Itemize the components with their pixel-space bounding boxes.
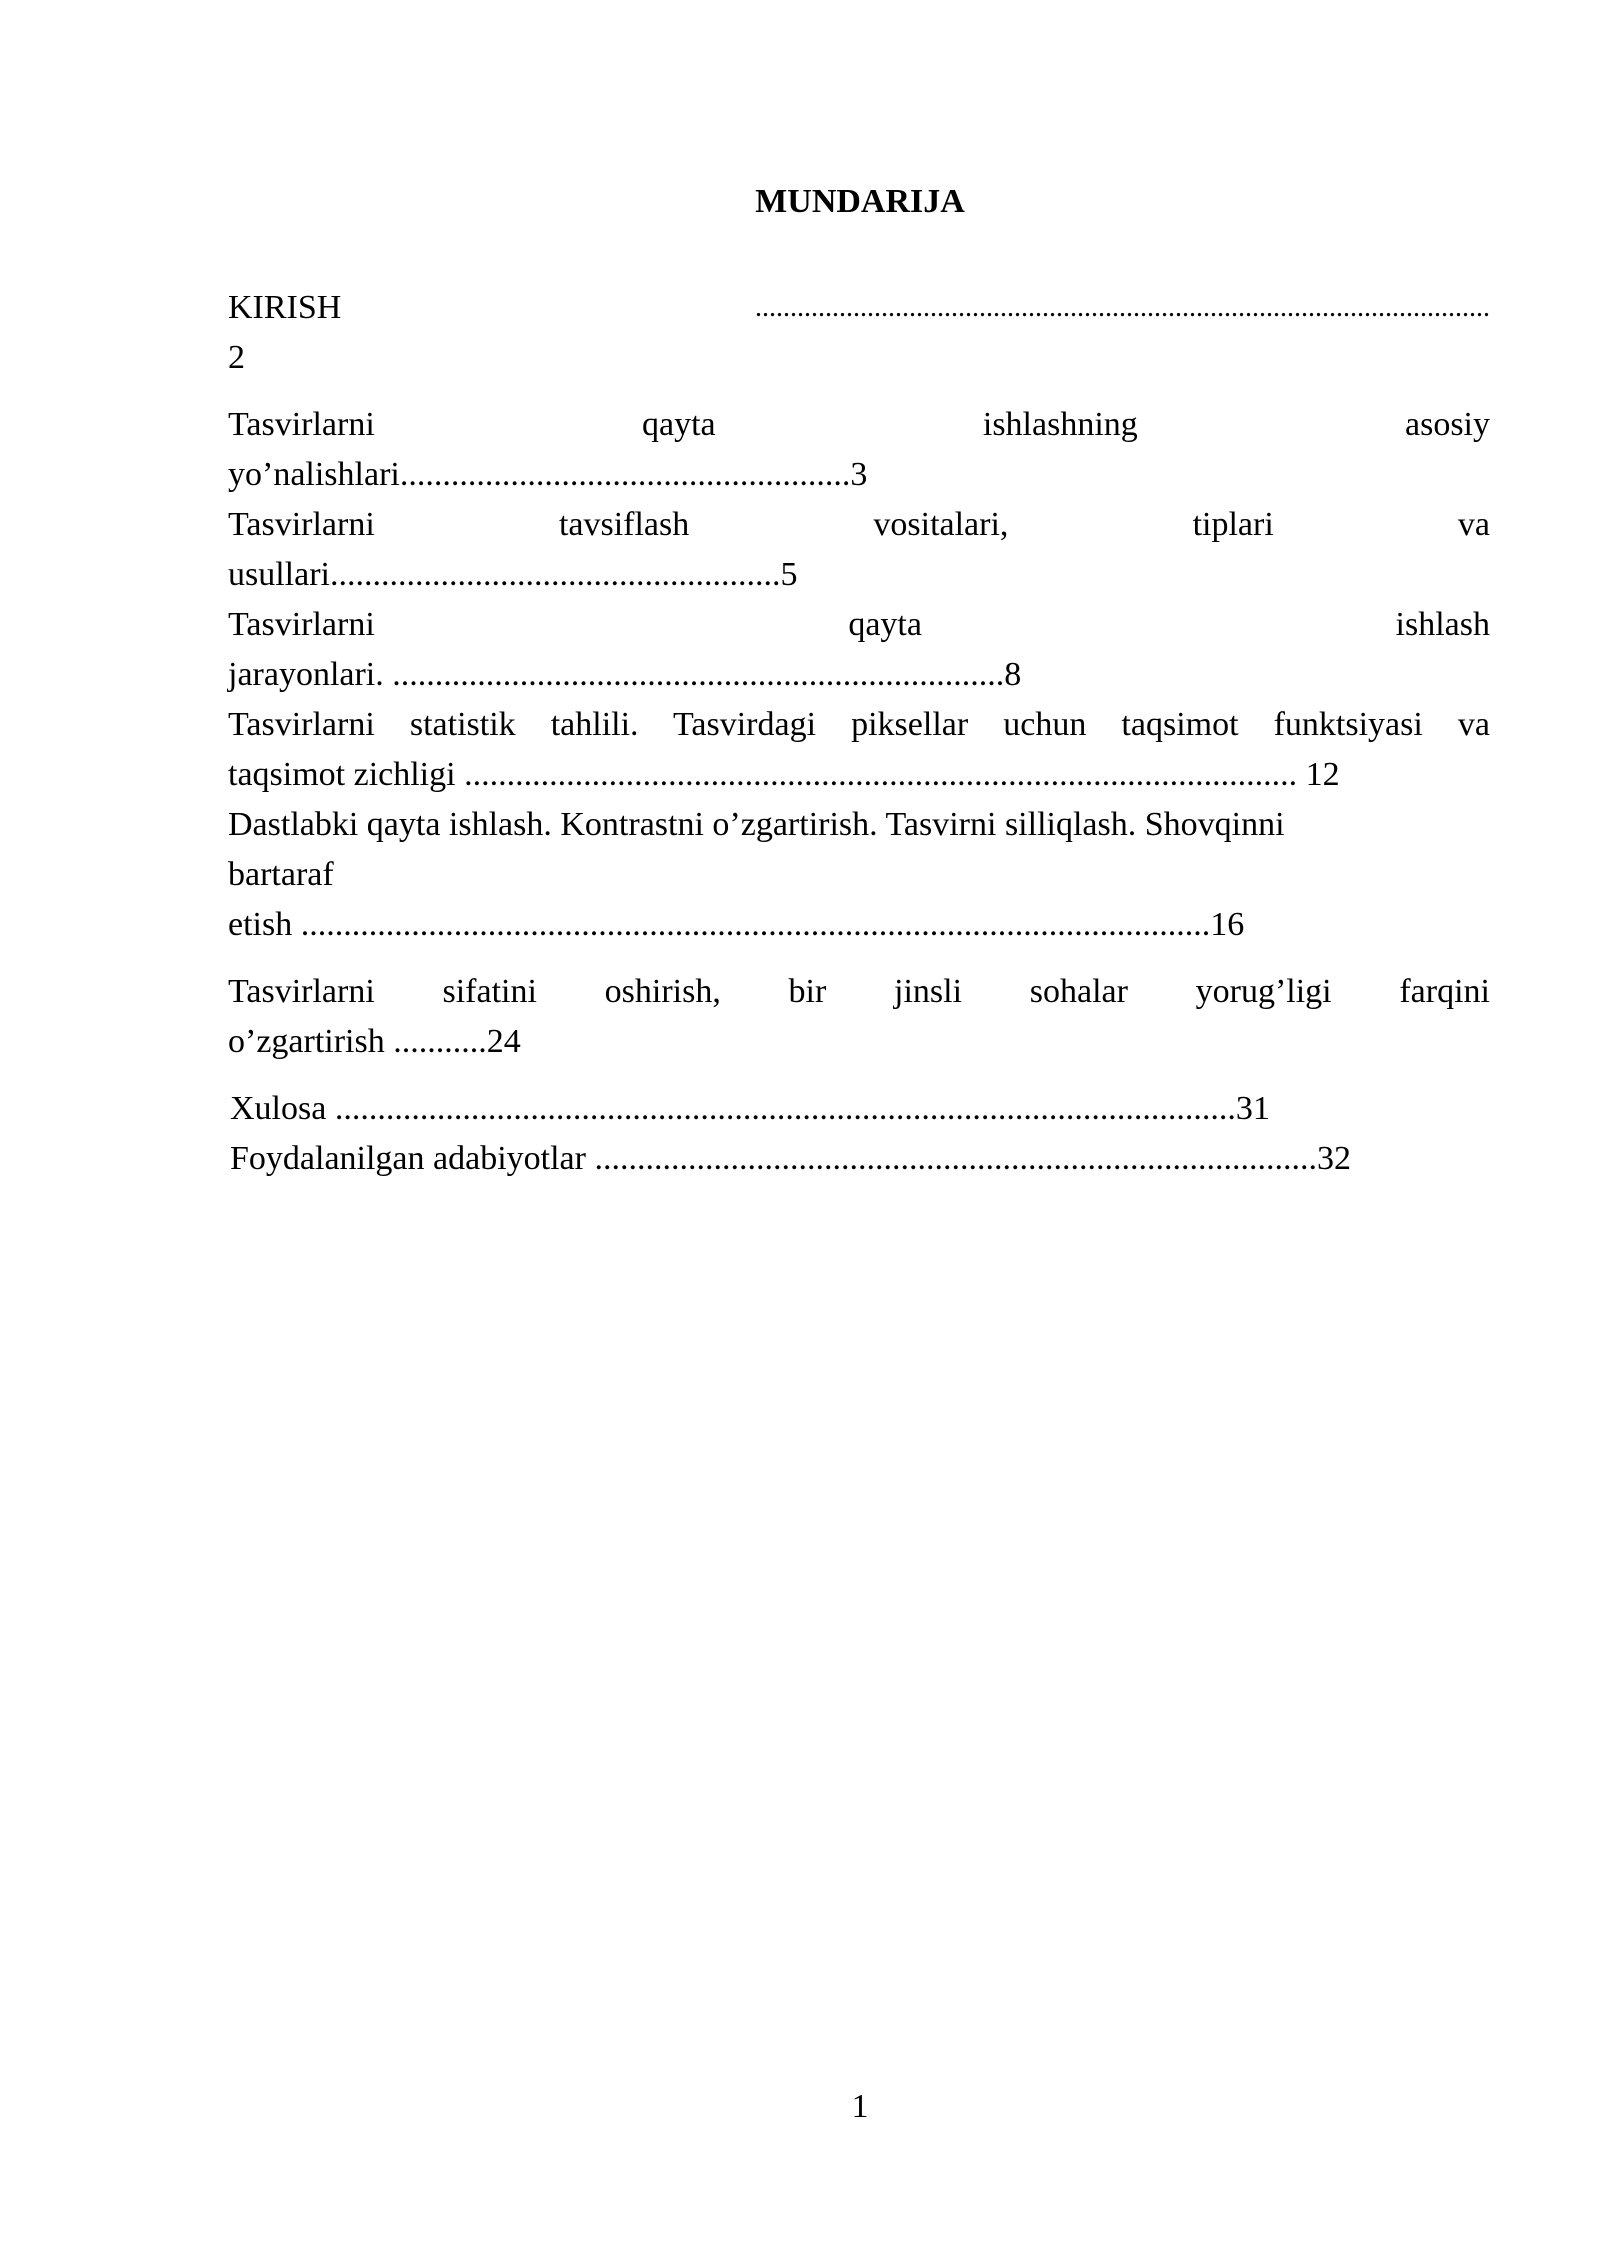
- toc-entry-line: etish ...........................................................................................................16: [228, 906, 1245, 943]
- toc-entry-line: [228, 283, 1490, 333]
- toc-entry-tail: yo’nalishlari.....................................................3: [228, 456, 868, 493]
- toc-entry-line: Foydalanilgan adabiyotlar .....................................................................................32: [230, 1140, 1351, 1177]
- toc-entry-line: Xulosa ..........................................................................................................31: [230, 1090, 1270, 1127]
- toc-entry-line: Tasvirlarni statistik tahlili. Tasvirdagi piksellar uchun taqsimot funktsiyasi va: [228, 706, 1490, 743]
- toc-entry-word: ishlashning: [982, 406, 1138, 443]
- toc-entry-word: Tasvirlarni: [228, 973, 375, 1010]
- toc-entry-word: yorug’ligi: [1195, 973, 1332, 1010]
- toc-entry-word: tavsiflash: [558, 506, 690, 543]
- toc-entry-line: Dastlabki qayta ishlash. Kontrastni o’zgartirish. Tasvirni silliqlash. Shovqinni: [228, 806, 1285, 843]
- toc-entry-sifatini-oshirish: [228, 967, 1490, 1067]
- toc-entry-word: va: [1457, 506, 1490, 543]
- toc-entry-line: [228, 500, 1490, 550]
- page-title: MUNDARIJA: [755, 183, 965, 220]
- toc-entry-dastlabki-qayta-ishlash: [228, 800, 1490, 950]
- toc-entry-statistik-tahlili: [228, 700, 1490, 800]
- toc-entry-leader: .........................................................................................................: [755, 292, 1490, 323]
- toc-entry-word: vositalari,: [873, 506, 1009, 543]
- toc-entry-line: [228, 600, 1490, 650]
- toc-entry-word: bir: [788, 973, 827, 1010]
- toc-entry-word: qayta: [848, 606, 922, 643]
- toc-entry-word: tiplari: [1192, 506, 1274, 543]
- toc-entry-word: Tasvirlarni: [228, 406, 375, 443]
- toc-entry-line: [228, 400, 1490, 450]
- toc-entry-tail: usullari.....................................................5: [228, 556, 798, 593]
- toc-entry-line: [228, 967, 1490, 1017]
- toc-entry-word: ishlash: [1395, 606, 1490, 643]
- toc-entry-yonalishlari: [228, 400, 1490, 500]
- toc-entry-word: jinsli: [894, 973, 963, 1010]
- toc-entry-line: bartaraf: [228, 856, 334, 893]
- toc-entry-jarayonlari: [228, 600, 1490, 700]
- toc-entry-word: Tasvirlarni: [228, 606, 375, 643]
- toc-entry-word: Tasvirlarni: [228, 506, 375, 543]
- toc-entry-word: asosiy: [1405, 406, 1490, 443]
- toc-entry-page: 2: [228, 339, 245, 376]
- toc-entry-adabiyotlar: [230, 1134, 1492, 1184]
- toc-entry-kirish: [228, 283, 1490, 383]
- toc-entry-word: farqini: [1399, 973, 1490, 1010]
- toc-entry-tail: o’zgartirish ...........24: [228, 1023, 521, 1060]
- toc-entry-heading: KIRISH: [228, 289, 342, 326]
- toc-entry-word: sifatini: [442, 973, 537, 1010]
- toc-entry-word: qayta: [642, 406, 716, 443]
- toc-entry-line: taqsimot zichligi .................................................................................................. 12: [228, 756, 1340, 793]
- page-number: 1: [851, 2088, 869, 2125]
- toc-entry-tavsiflash: [228, 500, 1490, 600]
- toc-entry-tail: jarayonlari. ........................................................................8: [228, 656, 1022, 693]
- toc-entry-word: oshirish,: [604, 973, 721, 1010]
- toc-entry-xulosa: [230, 1084, 1492, 1134]
- toc-entry-word: sohalar: [1029, 973, 1128, 1010]
